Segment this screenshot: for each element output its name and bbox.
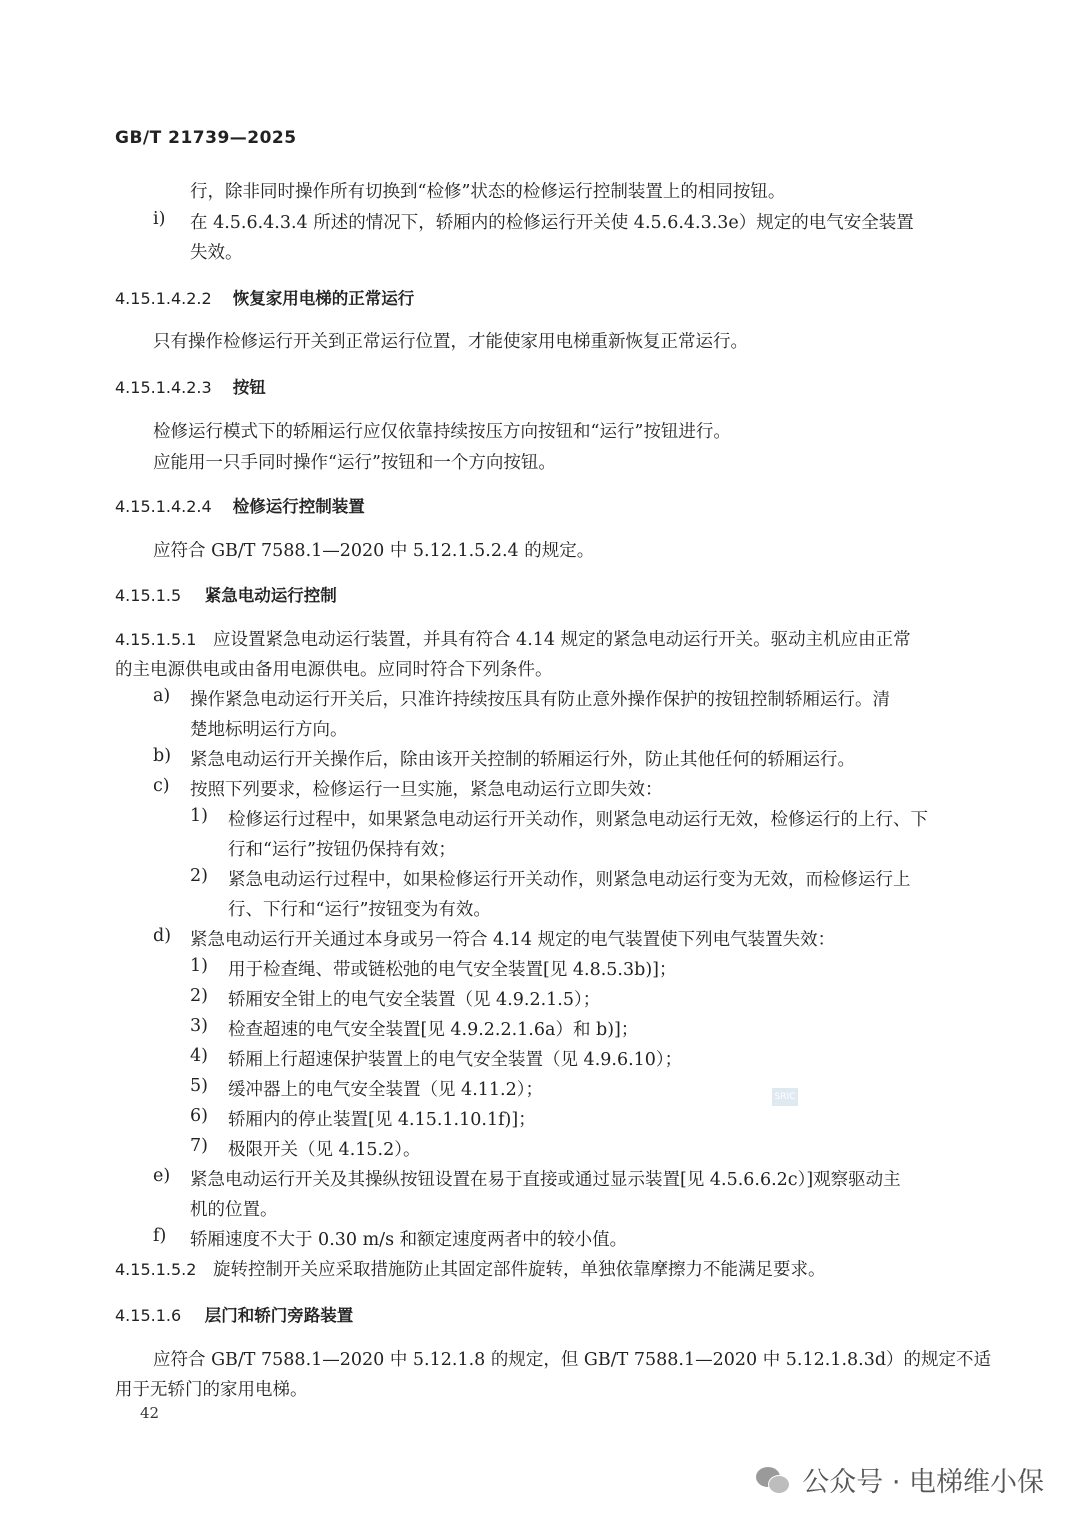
list-item-text: 操作紧急电动运行开关后，只准许持续按压具有防止意外操作保护的按钮控制轿厢运行。清 [190,690,890,710]
list-item-text: 在 4.5.6.4.3.4 所述的情况下，轿厢内的检修运行开关使 4.5.6.4.3.3e）规定的电气安全装置 [190,213,914,233]
list-item-text: 按照下列要求，检修运行一旦实施，紧急电动运行立即失效： [190,780,663,800]
sublist-label: 4) [190,1046,208,1066]
list-item-text: 轿厢速度不大于 0.30 m/s 和额定速度两者中的较小值。 [190,1230,628,1250]
sublist-label: 6) [190,1106,208,1126]
section-title: 按钮 [232,378,266,397]
paragraph-line: 行，除非同时操作所有切换到“检修”状态的检修运行控制装置上的相同按钮。 [190,182,786,202]
paragraph: 只有操作检修运行开关到正常运行位置，才能使家用电梯重新恢复正常运行。 [153,332,748,352]
sublist-label: 7) [190,1136,208,1156]
sublist-label: 2) [190,986,208,1006]
sublist-item-text: 检修运行过程中，如果紧急电动运行开关动作，则紧急电动运行无效，检修运行的上行、下 [228,810,928,830]
sublist-item-text: 用于检查绳、带或链松弛的电气安全装置[见 4.8.5.3b)]； [228,960,677,980]
list-item-text: 紧急电动运行开关通过本身或另一符合 4.14 规定的电气装置使下列电气装置失效： [190,930,836,950]
paragraph: 应符合 GB/T 7588.1—2020 中 5.12.1.8 的规定，但 GB/T 7588.1—2020 中 5.12.1.8.3d）的规定不适 [153,1350,992,1370]
sublist-item-text: 缓冲器上的电气安全装置（见 4.11.2）； [228,1080,543,1100]
list-item-text: 楚地标明运行方向。 [190,720,348,740]
list-item-text: 紧急电动运行开关及其操纵按钮设置在易于直接或通过显示装置[见 4.5.6.6.2c）]观察驱动主 [190,1170,901,1190]
list-item-text: 失效。 [190,243,243,263]
clause-text: 旋转控制开关应采取措施防止其固定部件旋转，单独依靠摩擦力不能满足要求。 [213,1260,826,1280]
section-title: 紧急电动运行控制 [204,586,337,605]
watermark-logo: SRIC [772,1088,798,1106]
section-heading [115,285,414,309]
section-number: 4.15.1.4.2.4 [115,497,212,516]
sublist-item-text: 轿厢安全钳上的电气安全装置（见 4.9.2.1.5）； [228,990,601,1010]
wechat-icon [756,1465,790,1495]
section-number: 4.15.1.5 [115,586,182,605]
sublist-item-text: 紧急电动运行过程中，如果检修运行开关动作，则紧急电动运行变为无效，而检修运行上 [228,870,911,890]
section-number: 4.15.1.4.2.2 [115,289,212,308]
clause-line [115,1256,826,1281]
section-heading [115,582,337,606]
footer-account[interactable] [756,1460,1044,1499]
sublist-item-text: 行和“运行”按钮仍保持有效； [228,840,456,860]
section-heading [115,493,365,517]
clause-number: 4.15.1.5.1 [115,630,197,649]
section-title: 检修运行控制装置 [232,497,365,516]
page-number: 42 [140,1404,160,1422]
section-heading [115,1302,353,1326]
document-header: GB/T 21739—2025 [115,128,297,148]
paragraph: 应符合 GB/T 7588.1—2020 中 5.12.1.5.2.4 的规定。 [153,541,595,561]
sublist-item-text: 轿厢内的停止装置[见 4.15.1.10.1f)]； [228,1110,536,1130]
list-label: i) [153,209,166,229]
sublist-label: 3) [190,1016,208,1036]
sublist-item-text: 极限开关（见 4.15.2）。 [228,1140,421,1160]
paragraph: 检修运行模式下的轿厢运行应仅依靠持续按压方向按钮和“运行”按钮进行。 [153,422,731,442]
section-number: 4.15.1.4.2.3 [115,378,212,397]
sublist-label: 5) [190,1076,208,1096]
sublist-item-text: 轿厢上行超速保护装置上的电气安全装置（见 4.9.6.10）； [228,1050,683,1070]
paragraph: 用于无轿门的家用电梯。 [115,1380,308,1400]
clause-number: 4.15.1.5.2 [115,1260,197,1279]
sublist-label: 1) [190,806,208,826]
sublist-item-text: 行、下行和“运行”按钮变为有效。 [228,900,491,920]
list-item-text: 机的位置。 [190,1200,278,1220]
sublist-item-text: 检查超速的电气安全装置[见 4.9.2.2.1.6a）和 b)]； [228,1020,639,1040]
clause-text: 的主电源供电或由备用电源供电。应同时符合下列条件。 [115,660,553,680]
clause-line [115,626,911,651]
list-label: b) [153,746,172,766]
section-heading [115,374,266,398]
list-label: e) [153,1166,171,1186]
sublist-label: 1) [190,956,208,976]
section-number: 4.15.1.6 [115,1306,182,1325]
list-label: d) [153,926,172,946]
section-title: 恢复家用电梯的正常运行 [232,289,415,308]
list-label: f) [153,1226,167,1246]
clause-text: 应设置紧急电动运行装置，并具有符合 4.14 规定的紧急电动运行开关。驱动主机应由正常 [213,630,911,650]
paragraph: 应能用一只手同时操作“运行”按钮和一个方向按钮。 [153,453,556,473]
footer-text: 公众号 · 电梯维小保 [802,1467,1044,1498]
list-label: c) [153,776,170,796]
list-item-text: 紧急电动运行开关操作后，除由该开关控制的轿厢运行外，防止其他任何的轿厢运行。 [190,750,855,770]
sublist-label: 2) [190,866,208,886]
section-title: 层门和轿门旁路装置 [204,1306,354,1325]
list-label: a) [153,686,171,706]
